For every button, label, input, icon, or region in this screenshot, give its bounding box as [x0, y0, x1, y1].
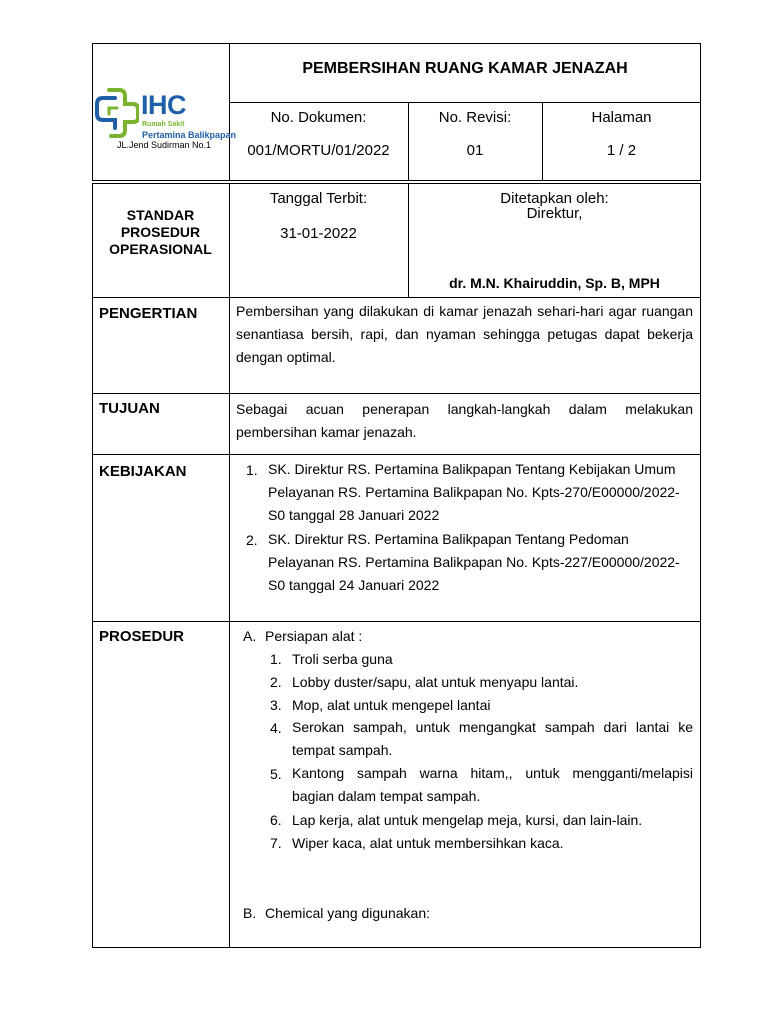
- section-label-kebijakan: KEBIJAKAN: [99, 463, 187, 480]
- prosedur-b-letter: B.: [243, 905, 257, 921]
- hospital-logo: [95, 88, 237, 148]
- row-divider: [92, 454, 701, 455]
- doc-number-label: No. Dokumen:: [270, 109, 367, 126]
- ihc-cross-icon: [95, 88, 139, 138]
- logo-brand: IHC: [141, 90, 186, 120]
- row-divider: [92, 297, 701, 298]
- prosedur-a-letter: A.: [243, 628, 257, 644]
- logo-line-2: Pertamina Balikpapan: [142, 130, 237, 140]
- approver-name: dr. M.N. Khairuddin, Sp. B, MPH: [449, 275, 660, 291]
- approved-by-role: Direktur,: [526, 205, 583, 222]
- logo-address: JL.Jend Sudirman No.1: [117, 140, 212, 150]
- issue-date-label: Tanggal Terbit:: [269, 190, 368, 207]
- row-divider: [92, 621, 701, 622]
- section-label-tujuan: TUJUAN: [99, 400, 160, 417]
- doc-number-value: 001/MORTU/01/2022: [247, 142, 390, 159]
- sop-label-line: OPERASIONAL: [109, 241, 212, 257]
- logo-line-1: Rumah Sakit: [142, 121, 185, 128]
- pengertian-text: Pembersihan yang dilakukan di kamar jenazah sehari-hari agar ruangan senantiasa bersih, rapi, dan nyaman sehingga petugas dapat bekerja dengan optimal.: [236, 303, 693, 366]
- prosedur-b-title: Chemical yang digunakan:: [265, 905, 430, 921]
- header-divider: [229, 102, 701, 103]
- issue-date-value: 31-01-2022: [280, 225, 357, 242]
- page-label: Halaman: [591, 109, 652, 126]
- approved-by-label: Ditetapkan oleh:: [500, 190, 609, 207]
- section-label-pengertian: PENGERTIAN: [99, 305, 198, 322]
- row-divider: [92, 393, 701, 394]
- prosedur-a-title: Persiapan alat :: [265, 628, 363, 644]
- revision-value: 01: [466, 142, 484, 159]
- revision-label: No. Revisi:: [438, 109, 512, 126]
- section-label-prosedur: PROSEDUR: [99, 628, 185, 645]
- sop-label-line: STANDAR: [126, 207, 195, 223]
- page-value: 1 / 2: [606, 142, 637, 159]
- document-title: PEMBERSIHAN RUANG KAMAR JENAZAH: [302, 60, 628, 77]
- sop-label-line: PROSEDUR: [120, 224, 201, 240]
- tujuan-text: Sebagai acuan penerapan langkah-langkah dalam melakukan pembersihan kamar jenazah.: [236, 401, 693, 441]
